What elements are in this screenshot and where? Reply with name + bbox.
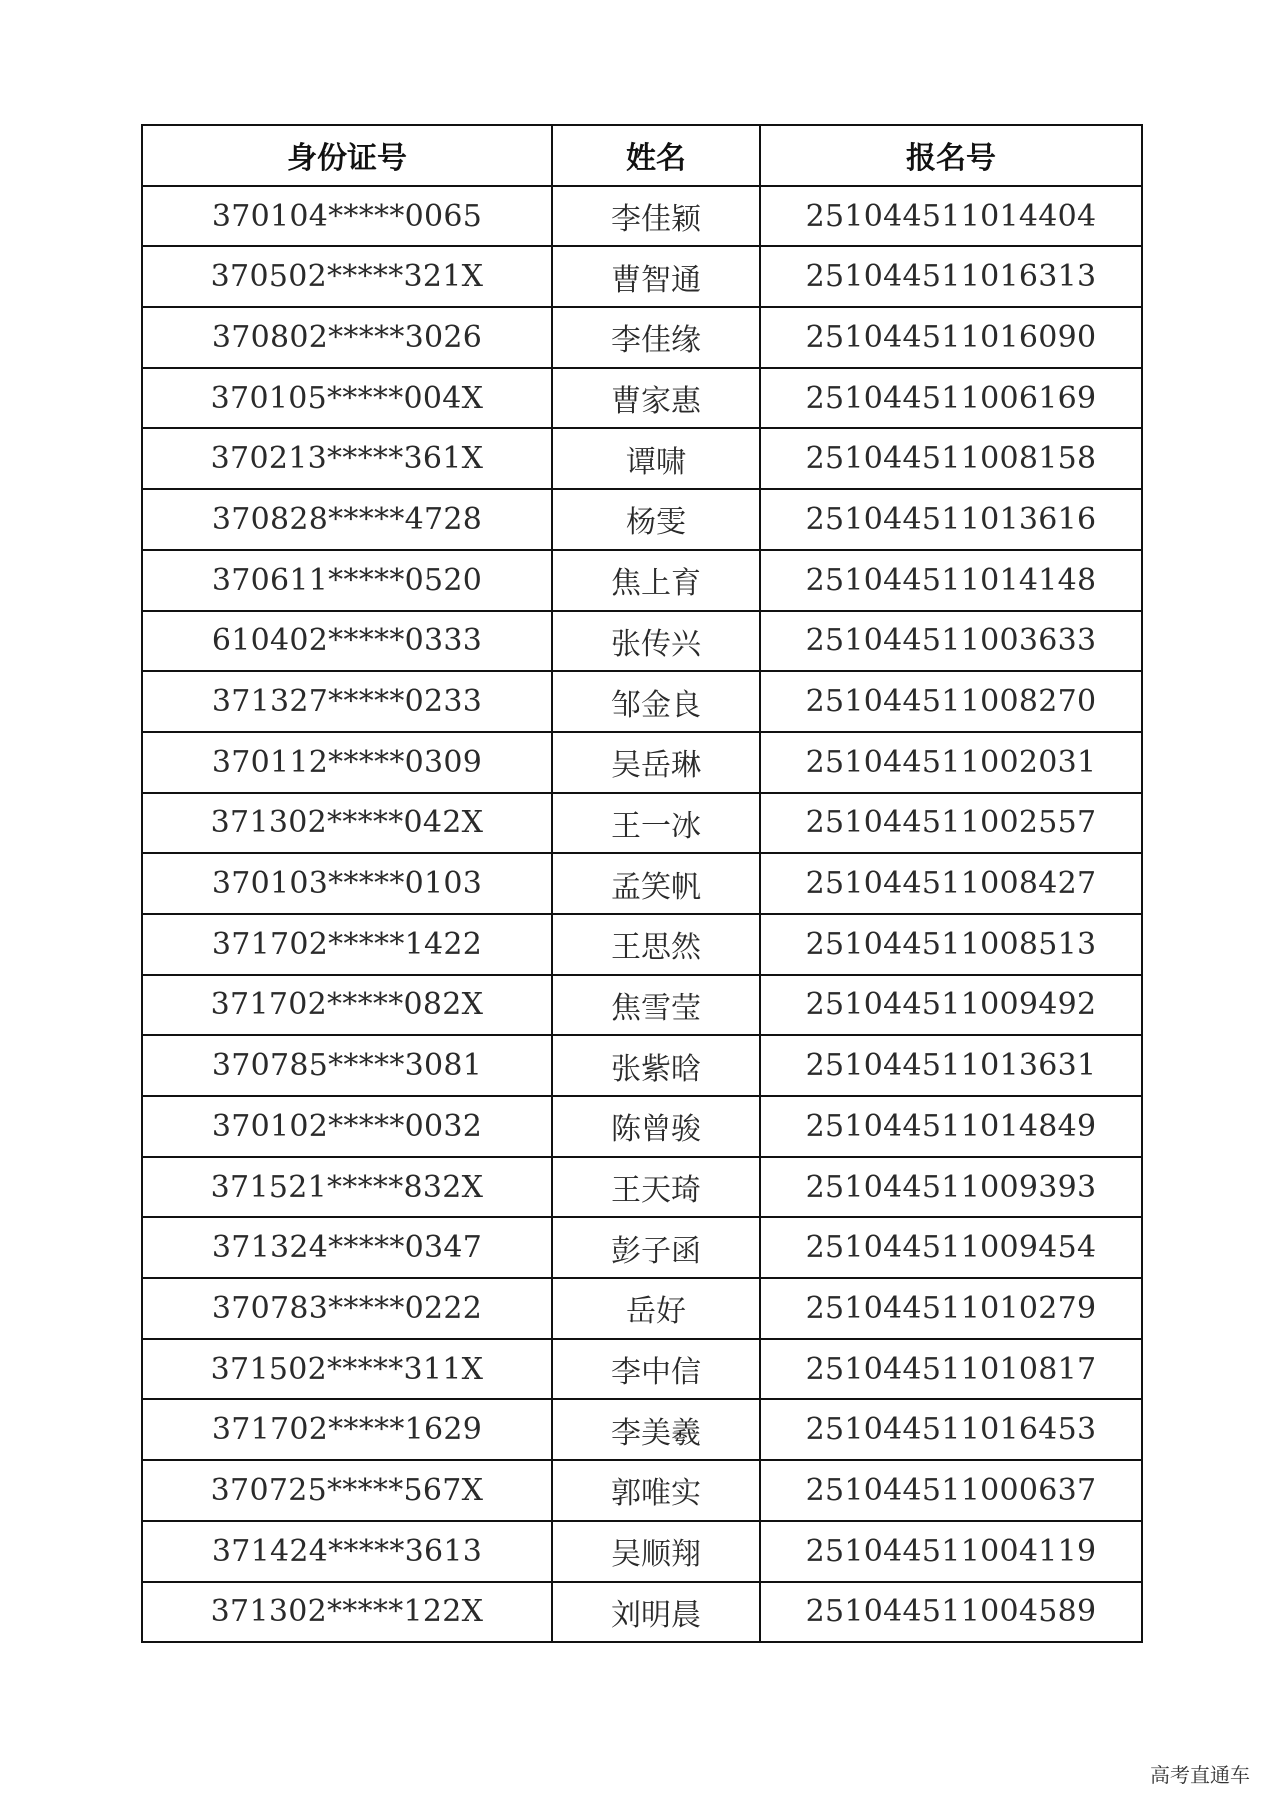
- cell-name: 孟笑帆: [552, 853, 760, 914]
- cell-name: 王天琦: [552, 1157, 760, 1218]
- table-row: [142, 368, 1142, 429]
- cell-registration-number: 251044511013631: [760, 1035, 1142, 1096]
- header-registration-number: 报名号: [760, 125, 1142, 186]
- cell-id-number: 370112*****0309: [142, 732, 552, 793]
- cell-name: 王思然: [552, 914, 760, 975]
- cell-name: 李佳缘: [552, 307, 760, 368]
- cell-id-number: 371702*****1629: [142, 1399, 552, 1460]
- cell-name: 陈曾骏: [552, 1096, 760, 1157]
- table-row: [142, 428, 1142, 489]
- table-row: [142, 1035, 1142, 1096]
- cell-registration-number: 251044511016313: [760, 246, 1142, 307]
- cell-name: 邹金良: [552, 671, 760, 732]
- cell-name: 彭子函: [552, 1217, 760, 1278]
- cell-name: 岳好: [552, 1278, 760, 1339]
- cell-id-number: 370611*****0520: [142, 550, 552, 611]
- cell-id-number: 371702*****1422: [142, 914, 552, 975]
- cell-registration-number: 251044511009393: [760, 1157, 1142, 1218]
- cell-registration-number: 251044511009454: [760, 1217, 1142, 1278]
- table-row: [142, 975, 1142, 1036]
- cell-id-number: 370802*****3026: [142, 307, 552, 368]
- table-row: [142, 489, 1142, 550]
- table-row: [142, 186, 1142, 247]
- cell-id-number: 370502*****321X: [142, 246, 552, 307]
- table-row: [142, 1460, 1142, 1521]
- header-name: 姓名: [552, 125, 760, 186]
- cell-id-number: 370213*****361X: [142, 428, 552, 489]
- cell-registration-number: 251044511000637: [760, 1460, 1142, 1521]
- table-row: [142, 1278, 1142, 1339]
- table-row: [142, 914, 1142, 975]
- cell-registration-number: 251044511004119: [760, 1521, 1142, 1582]
- cell-registration-number: 251044511016090: [760, 307, 1142, 368]
- cell-name: 曹家惠: [552, 368, 760, 429]
- cell-registration-number: 251044511010279: [760, 1278, 1142, 1339]
- cell-registration-number: 251044511014148: [760, 550, 1142, 611]
- table-row: [142, 307, 1142, 368]
- cell-registration-number: 251044511014849: [760, 1096, 1142, 1157]
- table-header: [142, 125, 1142, 186]
- cell-id-number: 370105*****004X: [142, 368, 552, 429]
- table-row: [142, 246, 1142, 307]
- cell-registration-number: 251044511008513: [760, 914, 1142, 975]
- cell-name: 吴顺翔: [552, 1521, 760, 1582]
- cell-registration-number: 251044511008158: [760, 428, 1142, 489]
- cell-id-number: 371327*****0233: [142, 671, 552, 732]
- cell-id-number: 610402*****0333: [142, 611, 552, 672]
- table-row: [142, 550, 1142, 611]
- cell-id-number: 371302*****122X: [142, 1582, 552, 1643]
- table-row: [142, 853, 1142, 914]
- cell-name: 吴岳琳: [552, 732, 760, 793]
- table-row: [142, 1521, 1142, 1582]
- cell-registration-number: 251044511002031: [760, 732, 1142, 793]
- cell-id-number: 371302*****042X: [142, 793, 552, 854]
- cell-id-number: 370785*****3081: [142, 1035, 552, 1096]
- table-row: [142, 1339, 1142, 1400]
- table-row: [142, 671, 1142, 732]
- cell-name: 郭唯实: [552, 1460, 760, 1521]
- cell-registration-number: 251044511006169: [760, 368, 1142, 429]
- table-row: [142, 732, 1142, 793]
- cell-id-number: 370102*****0032: [142, 1096, 552, 1157]
- cell-name: 王一冰: [552, 793, 760, 854]
- cell-id-number: 371424*****3613: [142, 1521, 552, 1582]
- cell-name: 杨雯: [552, 489, 760, 550]
- header-row: [142, 125, 1142, 186]
- roster-table: [141, 124, 1143, 1643]
- table-body: [142, 186, 1142, 1643]
- cell-name: 李佳颖: [552, 186, 760, 247]
- table-row: [142, 1582, 1142, 1643]
- cell-id-number: 371521*****832X: [142, 1157, 552, 1218]
- cell-name: 焦雪莹: [552, 975, 760, 1036]
- cell-id-number: 370783*****0222: [142, 1278, 552, 1339]
- cell-registration-number: 251044511004589: [760, 1582, 1142, 1643]
- table-row: [142, 1217, 1142, 1278]
- watermark-text: 高考直通车: [1144, 1757, 1256, 1790]
- cell-id-number: 370725*****567X: [142, 1460, 552, 1521]
- cell-registration-number: 251044511003633: [760, 611, 1142, 672]
- table-row: [142, 1399, 1142, 1460]
- table-row: [142, 1096, 1142, 1157]
- table-row: [142, 611, 1142, 672]
- cell-name: 张紫晗: [552, 1035, 760, 1096]
- cell-id-number: 371702*****082X: [142, 975, 552, 1036]
- cell-registration-number: 251044511008270: [760, 671, 1142, 732]
- cell-registration-number: 251044511009492: [760, 975, 1142, 1036]
- cell-id-number: 370104*****0065: [142, 186, 552, 247]
- cell-id-number: 371324*****0347: [142, 1217, 552, 1278]
- cell-name: 张传兴: [552, 611, 760, 672]
- cell-registration-number: 251044511002557: [760, 793, 1142, 854]
- cell-registration-number: 251044511013616: [760, 489, 1142, 550]
- header-id-number: 身份证号: [142, 125, 552, 186]
- cell-name: 谭啸: [552, 428, 760, 489]
- cell-id-number: 370828*****4728: [142, 489, 552, 550]
- cell-id-number: 371502*****311X: [142, 1339, 552, 1400]
- cell-registration-number: 251044511008427: [760, 853, 1142, 914]
- table-row: [142, 793, 1142, 854]
- cell-id-number: 370103*****0103: [142, 853, 552, 914]
- cell-name: 曹智通: [552, 246, 760, 307]
- cell-registration-number: 251044511014404: [760, 186, 1142, 247]
- table-row: [142, 1157, 1142, 1218]
- cell-registration-number: 251044511016453: [760, 1399, 1142, 1460]
- cell-name: 李中信: [552, 1339, 760, 1400]
- cell-name: 刘明晨: [552, 1582, 760, 1643]
- cell-name: 李美羲: [552, 1399, 760, 1460]
- cell-name: 焦上育: [552, 550, 760, 611]
- cell-registration-number: 251044511010817: [760, 1339, 1142, 1400]
